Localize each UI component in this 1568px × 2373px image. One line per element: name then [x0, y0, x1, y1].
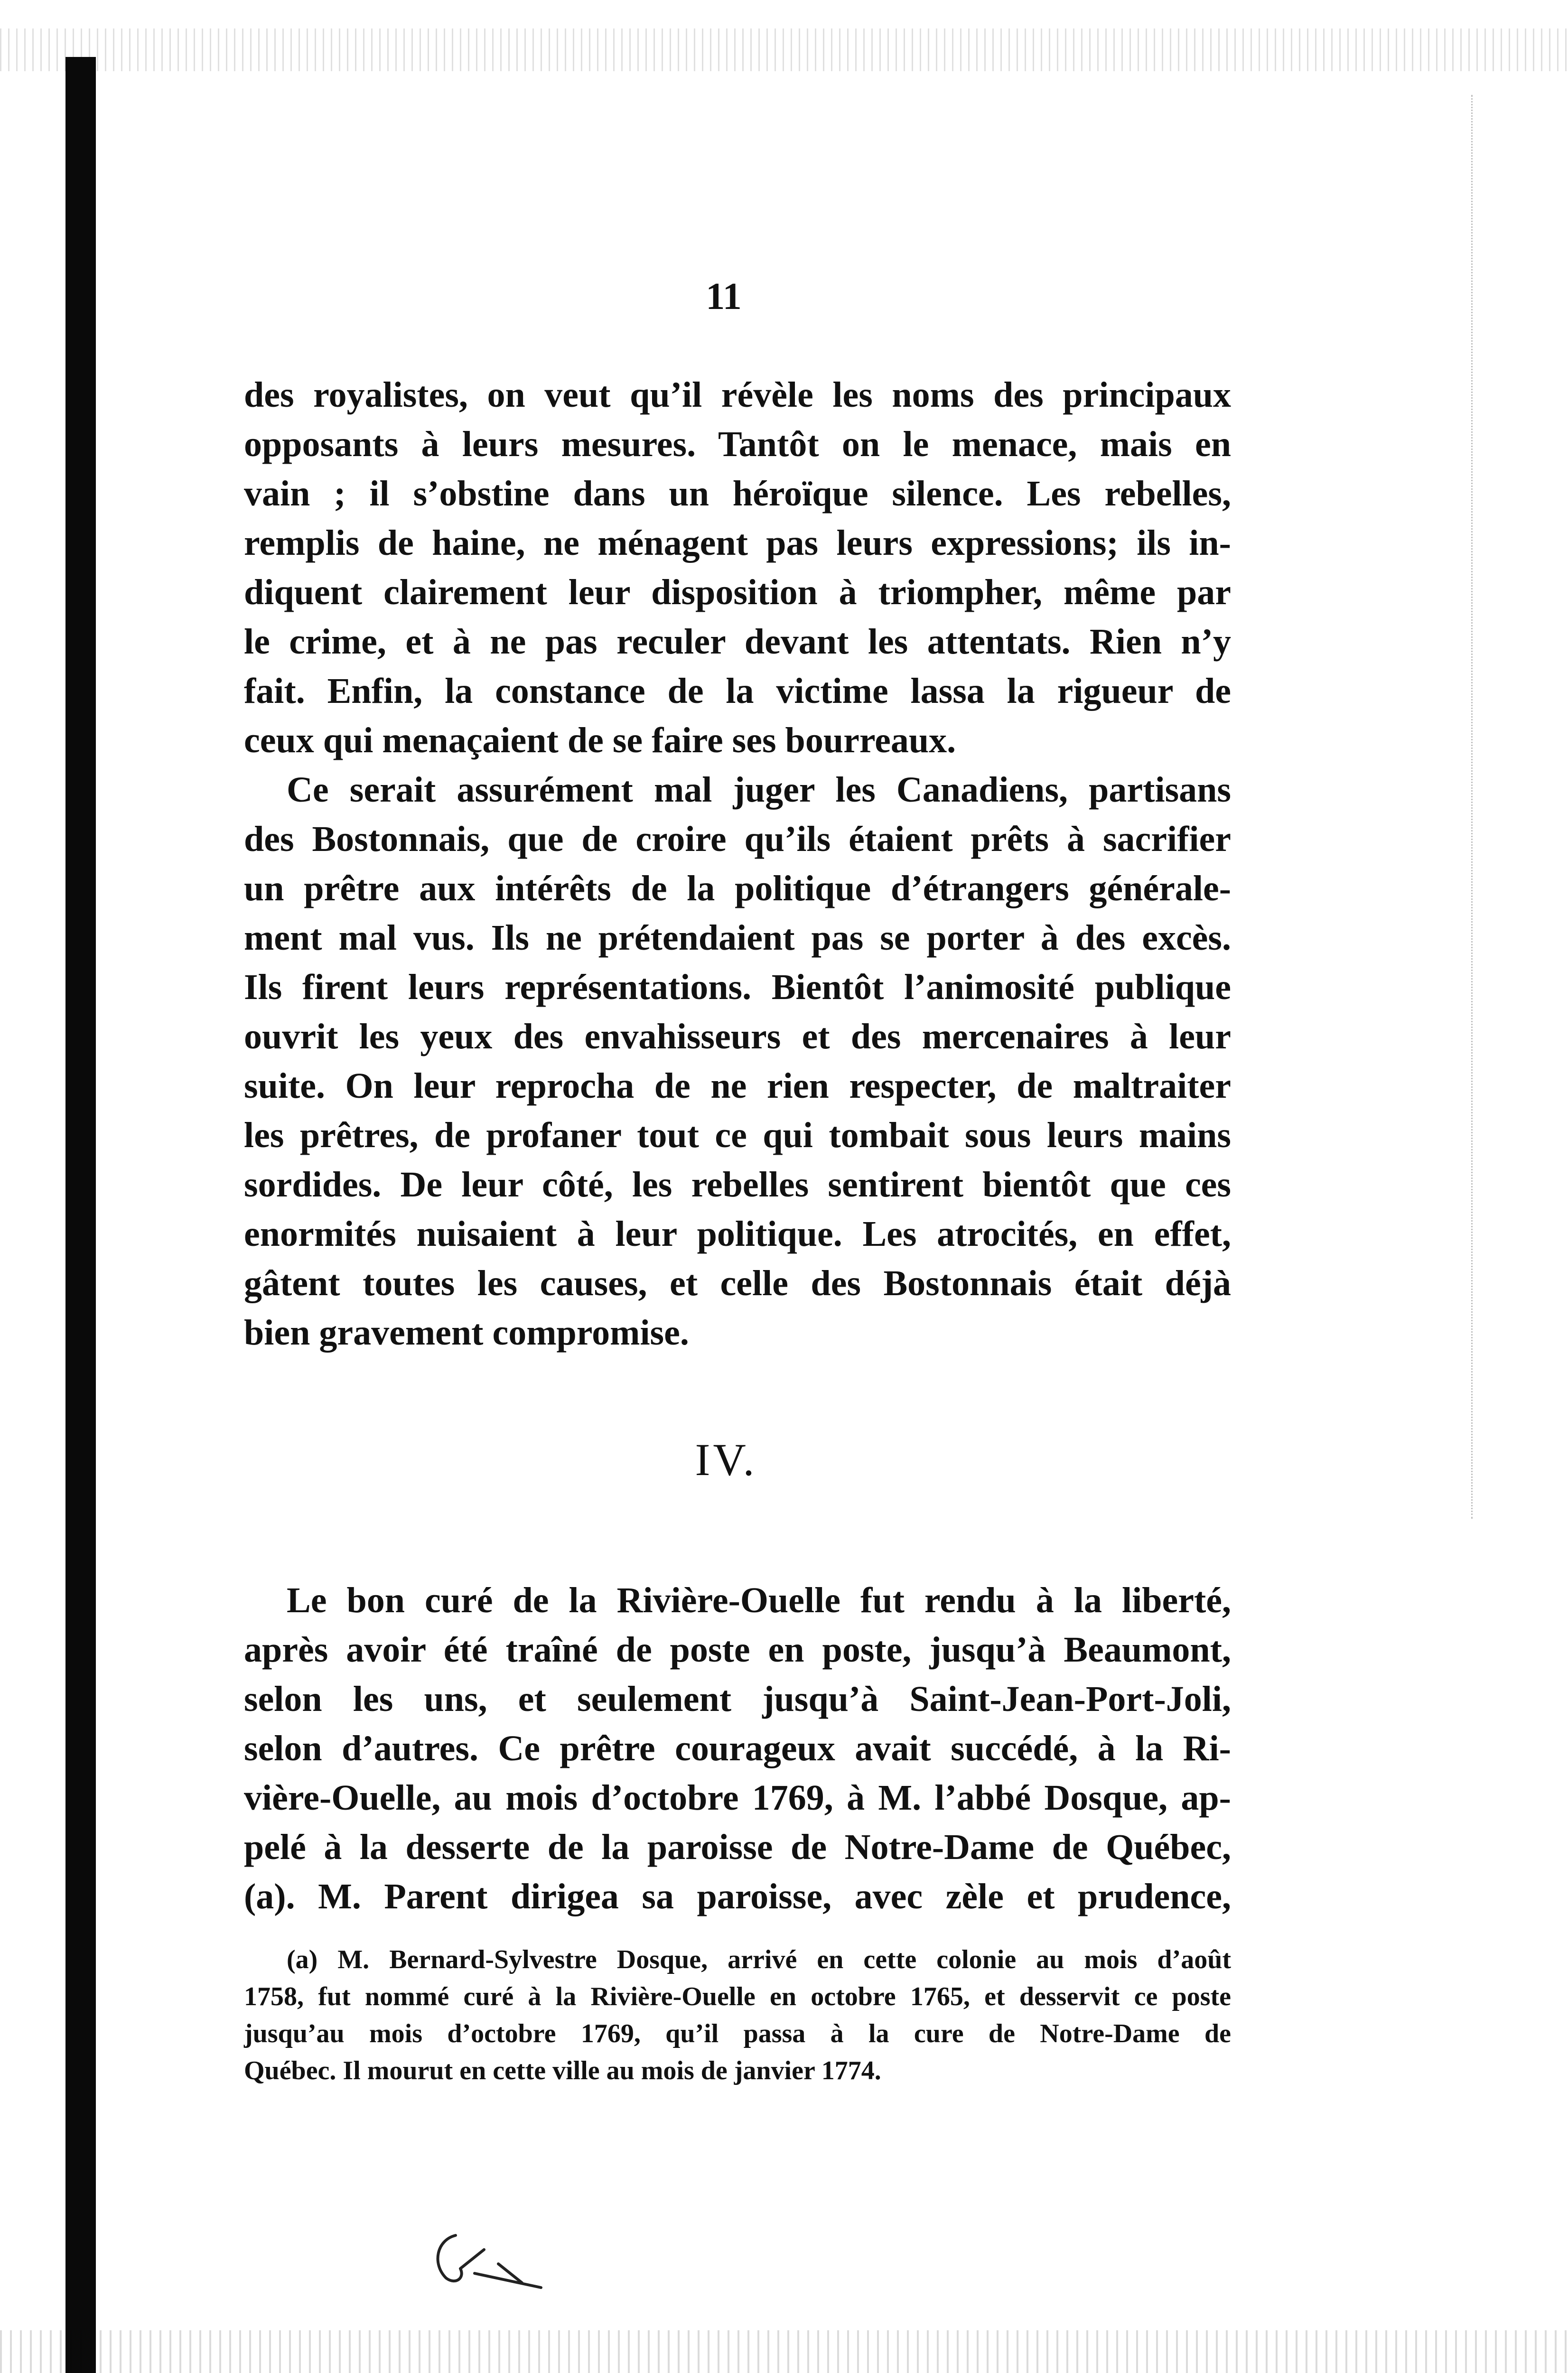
text-line: Le bon curé de la Rivière-Ouelle fut rendu à la liberté, — [287, 1580, 1231, 1620]
text-line: ceux qui menaçaient de se faire ses bourreaux. — [244, 720, 956, 760]
text-line: selon les uns, et seulement jusqu’à Saint-Jean-Port-Joli, — [244, 1679, 1231, 1719]
text-line: sordides. De leur côté, les rebelles sentirent bientôt que ces — [244, 1165, 1231, 1205]
text-line: Ils firent leurs représentations. Bientôt l’animosité publique — [244, 967, 1231, 1007]
text-line: le crime, et à ne pas reculer devant les attentats. Rien n’y — [244, 622, 1231, 662]
paragraph-1 — [244, 370, 1231, 765]
text-line: les prêtres, de profaner tout ce qui tombait sous leurs mains — [244, 1115, 1231, 1155]
scan-noise-bottom — [0, 2330, 1568, 2373]
ink-mark — [427, 2221, 551, 2292]
footnote-line: (a) M. Bernard-Sylvestre Dosque, arrivé en cette colonie au mois d’août — [287, 1945, 1231, 1974]
text-line: après avoir été traîné de poste en poste, jusqu’à Beaumont, — [244, 1630, 1231, 1670]
text-line: gâtent toutes les causes, et celle des Bostonnais était déjà — [244, 1263, 1231, 1303]
paragraph-3 — [244, 1576, 1231, 1921]
footnote-line: 1758, fut nommé curé à la Rivière-Ouelle en octobre 1765, et desservit ce poste — [244, 1982, 1231, 2011]
text-line: Ce serait assurément mal juger les Canadiens, partisans — [287, 770, 1231, 810]
footnote-line: Québec. Il mourut en cette ville au mois de janvier 1774. — [244, 2056, 881, 2085]
text-line: vière-Ouelle, au mois d’octobre 1769, à M. l’abbé Dosque, ap- — [244, 1778, 1231, 1818]
text-line: remplis de haine, ne ménagent pas leurs expressions; ils in- — [244, 523, 1231, 563]
text-line: (a). M. Parent dirigea sa paroisse, avec zèle et prudence, — [244, 1877, 1231, 1916]
ink-mark-icon — [427, 2221, 551, 2292]
text-line: suite. On leur reprocha de ne rien respecter, de maltraiter — [244, 1066, 1231, 1106]
page-number: 11 — [706, 276, 742, 318]
text-line: un prêtre aux intérêts de la politique d’étrangers générale- — [244, 869, 1231, 908]
text-line: ment mal vus. Ils ne prétendaient pas se porter à des excès. — [244, 918, 1231, 958]
text-line: pelé à la desserte de la paroisse de Notre-Dame de Québec, — [244, 1827, 1231, 1867]
text-line: des royalistes, on veut qu’il révèle les noms des principaux — [244, 375, 1231, 415]
text-line: ouvrit les yeux des envahisseurs et des mercenaires à leur — [244, 1017, 1231, 1056]
scan-noise-top — [0, 28, 1568, 71]
text-line: selon d’autres. Ce prêtre courageux avait succédé, à la Ri- — [244, 1728, 1231, 1768]
footnote-line: jusqu’au mois d’octobre 1769, qu’il passa à la cure de Notre-Dame de — [244, 2019, 1231, 2048]
footnote — [244, 1941, 1231, 2089]
text-line: enormités nuisaient à leur politique. Les atrocités, en effet, — [244, 1214, 1231, 1254]
binding-shadow — [65, 57, 96, 2373]
page-edge-right — [1471, 95, 1475, 1519]
text-line: opposants à leurs mesures. Tantôt on le menace, mais en — [244, 424, 1231, 464]
text-line: bien gravement compromise. — [244, 1313, 689, 1353]
text-line: diquent clairement leur disposition à triompher, même par — [244, 572, 1231, 612]
text-line: fait. Enfin, la constance de la victime lassa la rigueur de — [244, 671, 1231, 711]
text-line: vain ; il s’obstine dans un héroïque silence. Les rebelles, — [244, 474, 1231, 514]
section-heading: IV. — [695, 1434, 757, 1485]
text-line: des Bostonnais, que de croire qu’ils étaient prêts à sacrifier — [244, 819, 1231, 859]
paragraph-2 — [244, 765, 1231, 1357]
